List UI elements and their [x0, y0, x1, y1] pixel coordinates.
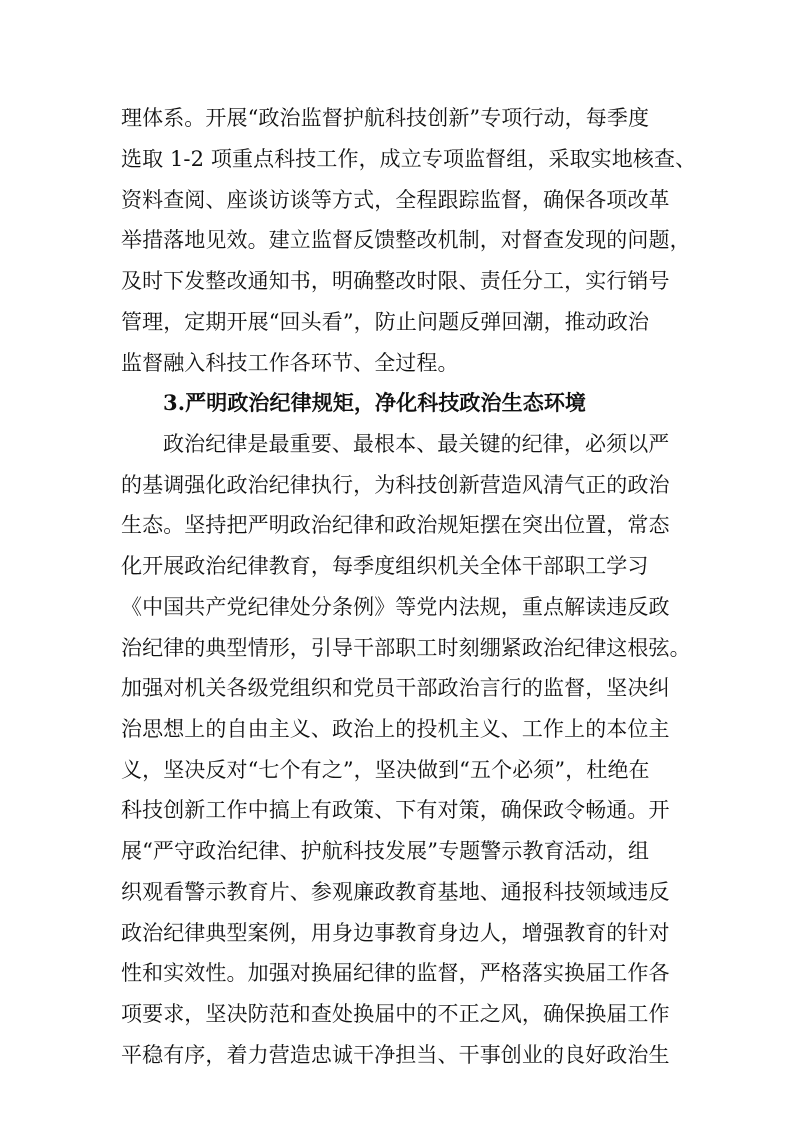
paragraph-line: 政治纪律是最重要、最根本、最关键的纪律，必须以严: [163, 432, 670, 456]
paragraph-line: 项要求，坚决防范和查处换届中的不正之风，确保换届工作: [121, 1002, 670, 1026]
text-line: 监督融入科技工作各环节、全过程。: [121, 351, 459, 375]
paragraph-line: 治思想上的自由主义、政治上的投机主义、工作上的本位主: [121, 717, 670, 741]
paragraph-line: 生态。坚持把严明政治纪律和政治规矩摆在突出位置，常态: [121, 513, 670, 537]
paragraph-line: 平稳有序，着力营造忠诚干净担当、干事创业的良好政治生: [121, 1043, 670, 1067]
paragraph-line: 科技创新工作中搞上有政策、下有对策，确保政令畅通。开: [121, 798, 670, 822]
text-line: 资料查阅、座谈访谈等方式，全程跟踪监督，确保各项改革: [121, 188, 670, 212]
paragraph-line: 化开展政治纪律教育，每季度组织机关全体干部职工学习: [121, 554, 649, 578]
paragraph-line: 展“严守政治纪律、护航科技发展”专题警示教育活动，组: [121, 839, 650, 863]
text-line: 管理，定期开展“回头看”，防止问题反弹回潮，推动政治: [121, 310, 650, 334]
paragraph-line: 《中国共产党纪律处分条例》等党内法规，重点解读违反政: [121, 595, 670, 619]
paragraph-line: 织观看警示教育片、参观廉政教育基地、通报科技领域违反: [121, 880, 670, 904]
text-line: 选取 1-2 项重点科技工作，成立专项监督组，采取实地核查、: [121, 147, 697, 171]
paragraph-line: 加强对机关各级党组织和党员干部政治言行的监督，坚决纠: [121, 676, 670, 700]
section-heading: 3.严明政治纪律规矩，净化科技政治生态环境: [163, 390, 587, 415]
text-line: 及时下发整改通知书，明确整改时限、责任分工，实行销号: [121, 269, 670, 293]
paragraph-line: 的基调强化政治纪律执行，为科技创新营造风清气正的政治: [121, 473, 670, 497]
text-line: 理体系。开展“政治监督护航科技创新”专项行动，每季度: [121, 106, 650, 130]
paragraph-line: 治纪律的典型情形，引导干部职工时刻绷紧政治纪律这根弦。: [121, 636, 691, 660]
paragraph-line: 义，坚决反对“七个有之”，坚决做到“五个必须”，杜绝在: [121, 758, 650, 782]
paragraph-line: 性和实效性。加强对换届纪律的监督，严格落实换届工作各: [121, 961, 670, 985]
text-line: 举措落地见效。建立监督反馈整改机制，对督查发现的问题，: [121, 228, 691, 252]
paragraph-line: 政治纪律典型案例，用身边事教育身边人，增强教育的针对: [121, 921, 670, 945]
